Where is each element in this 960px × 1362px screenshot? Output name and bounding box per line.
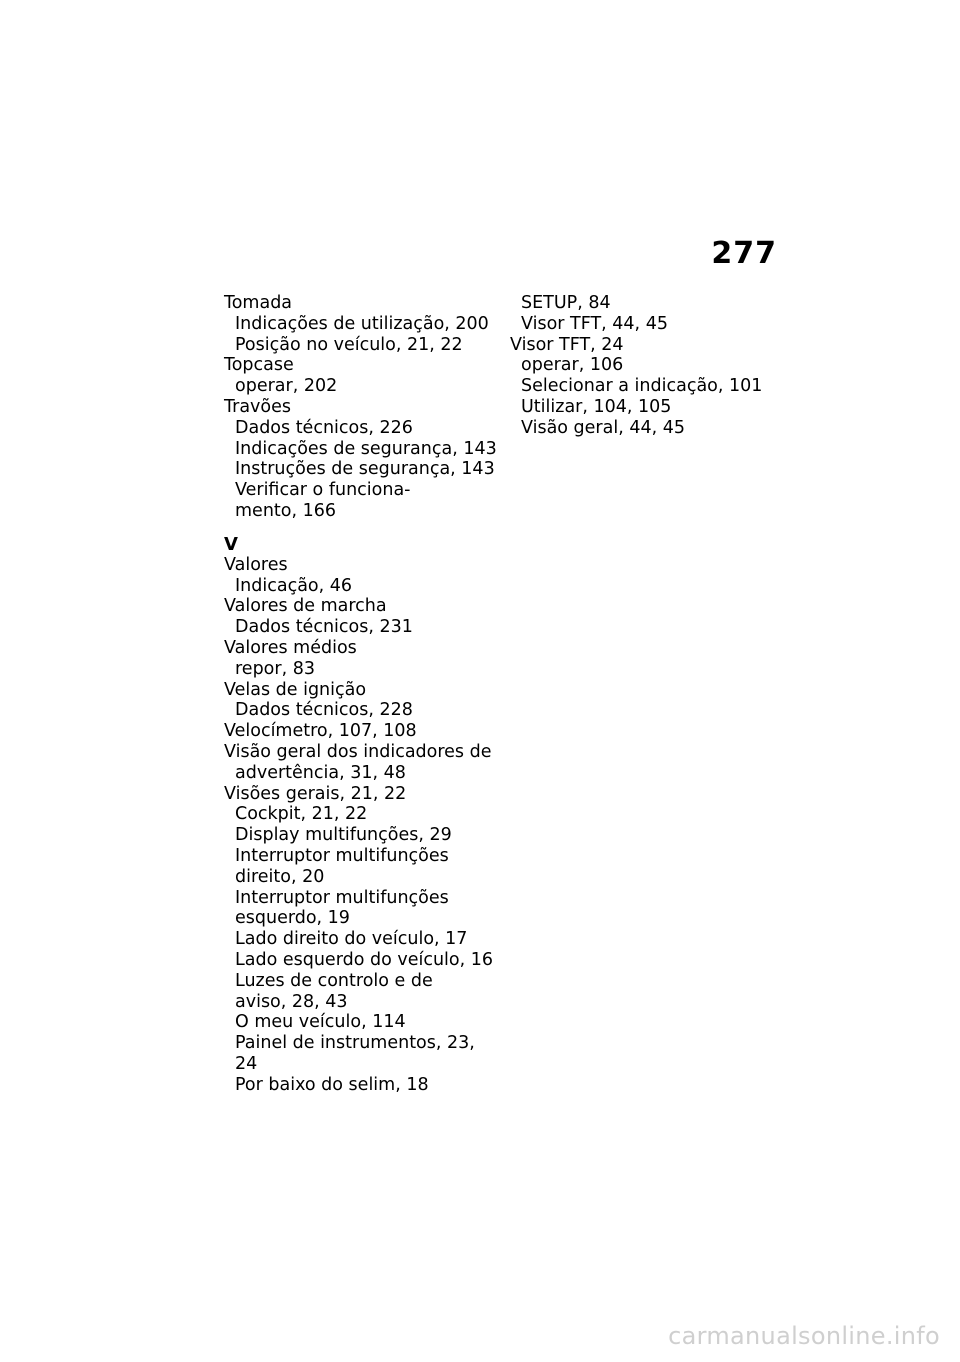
index-subentry: Selecionar a indicação, 101: [521, 376, 763, 397]
index-subentry: Luzes de controlo e de: [235, 970, 433, 991]
index-subentry: Lado direito do veículo, 17: [235, 929, 468, 950]
index-subentry: Lado esquerdo do veículo, 16: [235, 949, 494, 970]
index-subentry: Por baixo do selim, 18: [235, 1074, 429, 1095]
index-entry: Valores: [224, 554, 288, 575]
index-entry: Valores médios: [224, 637, 357, 658]
index-subentry: Verificar o funciona-: [235, 480, 411, 501]
watermark: carmanualsonline.info: [668, 1322, 940, 1350]
index-entry: Velocímetro, 107, 108: [224, 721, 417, 742]
index-column-right: [510, 293, 810, 439]
index-subentry: operar, 106: [521, 355, 624, 376]
index-entry: Visor TFT, 24: [510, 334, 624, 355]
index-subentry: Display multifunções, 29: [235, 825, 452, 846]
index-subentry: repor, 83: [235, 658, 315, 679]
index-subentry: 24: [235, 1053, 258, 1074]
index-subentry: Dados técnicos, 226: [235, 417, 413, 438]
index-entry: Velas de ignição: [224, 679, 367, 700]
index-subentry: Visão geral, 44, 45: [521, 417, 686, 438]
index-subentry: Visor TFT, 44, 45: [521, 313, 668, 334]
index-entry: Valores de marcha: [224, 596, 387, 617]
index-subentry: Interruptor multifunções: [235, 845, 449, 866]
index-column-left: [224, 293, 499, 1095]
index-subentry: SETUP, 84: [521, 293, 611, 313]
index-entry: Visão geral dos indicadores de: [224, 741, 492, 762]
index-subentry: Instruções de segurança, 143: [235, 459, 495, 480]
index-subentry: Indicação, 46: [235, 575, 353, 596]
index-subentry: O meu veículo, 114: [235, 1012, 406, 1033]
index-subentry: Cockpit, 21, 22: [235, 804, 368, 825]
index-subentry: Dados técnicos, 231: [235, 617, 413, 638]
index-subentry: esquerdo, 19: [235, 908, 350, 929]
index-subentry: Painel de instrumentos, 23,: [235, 1033, 475, 1054]
index-subentry: Utilizar, 104, 105: [521, 396, 672, 417]
index-section-letter: V: [224, 533, 238, 555]
index-subentry: direito, 20: [235, 866, 325, 887]
index-subentry: operar, 202: [235, 376, 338, 397]
index-entry: Topcase: [224, 355, 294, 376]
index-entry: Travões: [224, 396, 291, 417]
index-subentry: Indicações de segurança, 143: [235, 438, 497, 459]
index-subentry: Interruptor multifunções: [235, 887, 449, 908]
index-entry: Visões gerais, 21, 22: [224, 783, 407, 804]
page-number: 277: [711, 236, 777, 271]
index-subentry: advertência, 31, 48: [235, 762, 406, 783]
index-subentry: Indicações de utilização, 200: [235, 313, 489, 334]
index-subentry: Dados técnicos, 228: [235, 700, 413, 721]
index-subentry: Posição no veículo, 21, 22: [235, 334, 463, 355]
index-subentry: mento, 166: [235, 500, 337, 521]
index-subentry: aviso, 28, 43: [235, 991, 348, 1012]
index-entry: Tomada: [224, 293, 293, 313]
